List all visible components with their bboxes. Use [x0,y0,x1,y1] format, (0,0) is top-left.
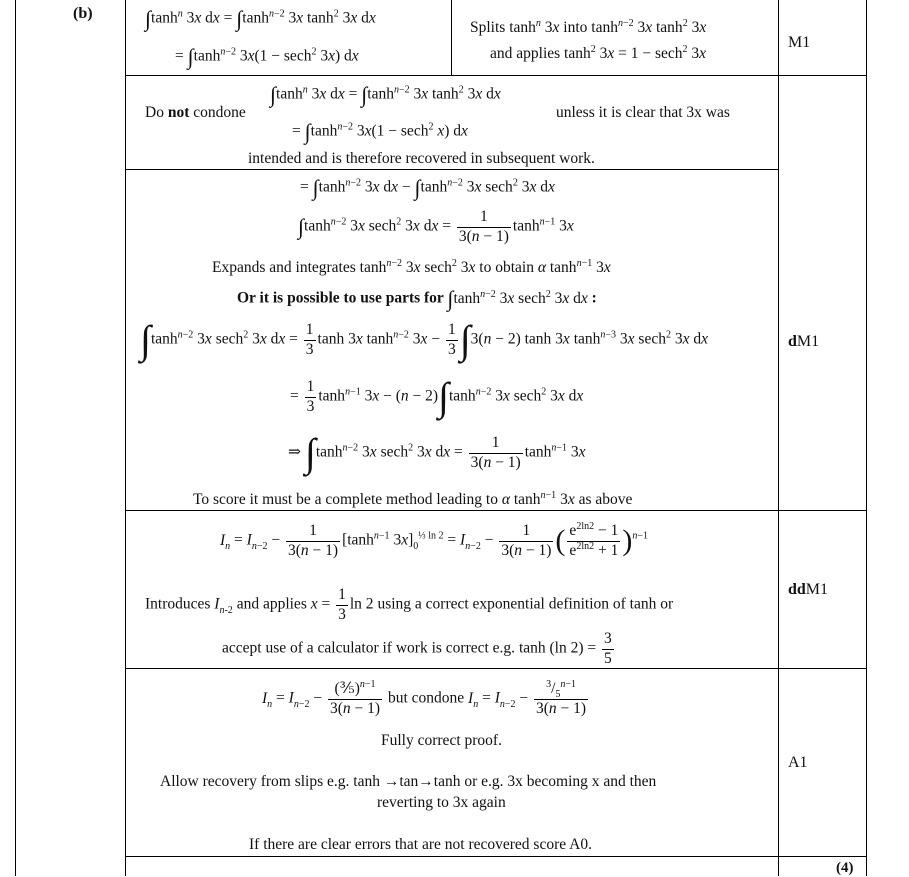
row-divider-2 [125,169,778,170]
row2-not: not [167,104,190,121]
row3-to-obtain: to obtain [479,259,534,276]
mark-m1: M1 [788,34,811,51]
row5-clear-errors: If there are clear errors that are not recovered score A0. [249,836,592,853]
total-marks: (4) [836,860,854,876]
row2-eq2: = $\int\tanh^{n-2}$ 3x(1 − sech$^2$ x) dx [292,119,468,144]
row3-parts-text: Or it is possible to use parts for [237,289,444,307]
row2-intended: intended and is therefore recovered in subsequent work. [248,150,595,167]
row5-but-condone: but condone [387,689,465,707]
mark-ddm1: ddM1 [788,581,829,598]
mark-a1: A1 [788,754,808,771]
outer-left-border [15,0,16,876]
row3-parts-eq3: ⇒ $\int\tanh^{n-2}$ 3x sech$^2$ 3x dx = $\frac{1}{3(n - 1)}$ $\tanh^{n-1} 3x$ [288,430,586,475]
row3-expands-text: Expands and integrates [212,259,356,276]
row5-fully-correct: Fully correct proof. [381,732,502,749]
row3-score-text: To score it must be a complete method leading to [193,491,498,508]
row3-eq1: = $\int\tanh^{n-2}$ 3x dx − $\int\tanh^{n-2}$ 3x sech$^2$ 3x dx [300,175,555,200]
row1-note-2: and applies $\tanh^2 3x = 1 - \sec h^2$ 3x [490,43,707,62]
row3-expands: Expands and integrates $\tanh^{n-2} 3x$ sech$^2$ 3x to obtain α $\tanh^{n-1} 3x$ [212,257,611,276]
row4-definition: using a correct exponential definition of tanh or [377,595,674,613]
row2-unless: unless it is clear that 3x was [556,104,730,121]
row3-as-above: as above [578,491,633,508]
row1-eq2: = $\int\tanh^{n-2}$ 3x(1 − sech$^2$ 3x) dx [175,44,359,69]
row4-and-applies: and applies [236,595,307,613]
row2-do-not [145,105,246,121]
row1-eq1: $\int\tanh^n$ 3x dx = $\int\tanh^{n-2}$ 3x $\tanh^2 3x$ dx [145,6,376,31]
row3-parts-heading: Or it is possible to use parts for $\int\tanh^{n-2}$ 3x sech$^2$ 3x dx : [237,286,597,311]
row4-calculator-text: accept use of a calculator if work is correct e.g. [222,639,516,657]
row1-note-1: Splits $\tanh^n 3x$ into $\tanh^{n-2} 3x$ $\tanh^2 3x$ [470,17,707,36]
row5-eq: $I_n = I_{n-2}$ − $\frac{(\frac{3}{5})^{n-1}}{3(n - 1)}$ but condone $I_n = I_{n-2}$ − $\frac{^3/_5^{n-1}}{3(n - 1)}$ [262,678,587,717]
row-divider-3 [125,510,866,511]
part-label: (b) [73,5,93,22]
row4-tanh-ln2: tanh (ln 2) = [518,639,597,657]
outer-right-border [866,0,867,876]
col-divider-3 [778,0,779,876]
row5-allow-recovery: Allow recovery from slips e.g. tanh →tan→tanh or e.g. 3x becoming x and then [160,773,657,790]
row2-do: Do [145,104,164,121]
row4-introduces: Introduces $I_{n-2}$ and applies x = $\frac{1}{3}$ ln 2 using a correct exponential definition of tanh or [145,586,674,623]
row1-note-2-text: and applies tanh [490,45,591,62]
row4-introduces-text: Introduces [145,595,211,613]
row-divider-5 [125,856,866,857]
row4-eq: $I_n = I_{n-2}$ − $\frac{1}{3(n - 1)}$ [$\tanh^{n-1}$ $3x]_0^{\frac{1}{3} ln 2} = I_{n-2}$ − $\frac{1}{3(n - 1)}$ ( $\frac{e^{2ln2} - 1}{e^{2ln2} + 1}$ )$^{n-1}$ [220,520,648,559]
mark-dm1: dM1 [788,333,820,350]
row3-score-note: To score it must be a complete method leading to α $\tanh^{n-1} 3x$ as above [193,489,633,508]
row2-condone: condone [193,104,246,121]
row5-reverting: reverting to 3x again [377,794,506,811]
row2-eq1: $\int\tanh^n$ 3x dx = $\int\tanh^{n-2}$ 3x $\tanh^2 3x$ dx [270,82,501,107]
col-divider-1 [125,0,126,876]
row-divider-1 [125,75,866,76]
row3-eq2: $\int\tanh^{n-2}$ 3x sech$^2$ 3x dx = $\frac{1}{3(n - 1)}$ $\tanh^{n-1} 3x$ [298,208,574,245]
row1-note-1-text: Splits tanh [470,19,536,36]
row3-parts-eq2: = $\frac{1}{3}$ $\tanh^{n-1} 3x - (n - 2)\int\tanh^{n-2}$ 3x sech$^2$ 3x dx [290,374,584,419]
row4-calculator: accept use of a calculator if work is correct e.g. tanh (ln 2) = $\frac{3}{5}$ [222,630,612,667]
col-divider-2 [451,0,452,75]
row3-parts-eq: $\int\tanh^{n-2}$ 3x sech$^2$ 3x dx = $\frac{1}{3}$ tanh 3x $\tanh^{n-2} 3x$ − $\frac{1}{3}$ ∫3(n − 2) tanh 3x $\tanh^{n-3} 3x$ sech$^2$ 3x dx [140,317,708,362]
